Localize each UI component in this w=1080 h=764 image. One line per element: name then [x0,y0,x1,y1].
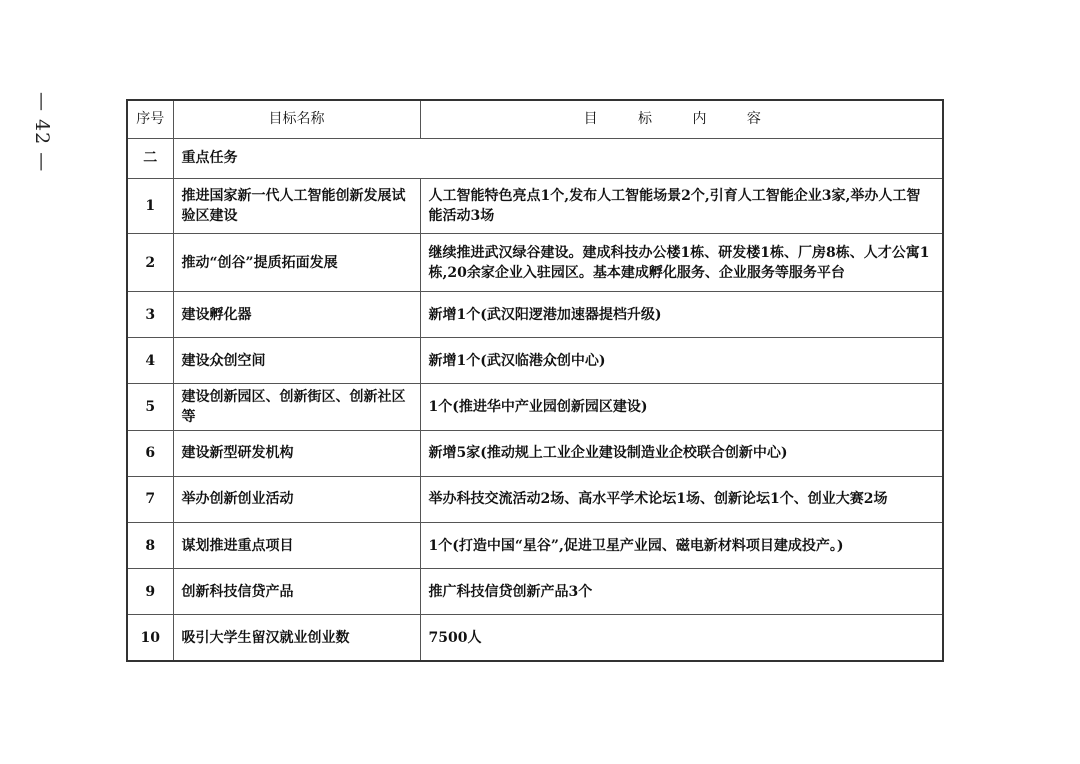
table-row [127,233,943,291]
targets-table [126,99,944,662]
table-row [127,615,943,661]
row-content: 7500人 [420,615,943,661]
row-no: 8 [127,522,173,568]
row-content: 1个(打造中国“星谷”,促进卫星产业园、磁电新材料项目建成投产。) [420,522,943,568]
row-name: 建设孵化器 [173,292,420,338]
header-name: 目标名称 [173,100,420,138]
section-title: 重点任务 [173,138,943,178]
table-row [127,292,943,338]
header-content-label: 目 标 内 容 [583,111,779,128]
header-content [420,100,943,138]
row-name: 推进国家新一代人工智能创新发展试验区建设 [173,178,420,233]
row-no: 9 [127,569,173,615]
table-row [127,569,943,615]
row-content: 推广科技信贷创新产品3个 [420,569,943,615]
row-name: 推动“创谷”提质拓面发展 [173,233,420,291]
row-no: 10 [127,615,173,661]
row-name: 举办创新创业活动 [173,476,420,522]
row-content: 举办科技交流活动2场、高水平学术论坛1场、创新论坛1个、创业大赛2场 [420,476,943,522]
row-name: 创新科技信贷产品 [173,569,420,615]
row-no: 1 [127,178,173,233]
row-name: 建设新型研发机构 [173,430,420,476]
row-content: 新增5家(推动规上工业企业建设制造业企校联合创新中心) [420,430,943,476]
table-row [127,338,943,384]
row-content: 继续推进武汉绿谷建设。建成科技办公楼1栋、研发楼1栋、厂房8栋、人才公寓1栋,20余家企业入驻园区。基本建成孵化服务、企业服务等服务平台 [420,233,943,291]
section-no: 二 [127,138,173,178]
table-row [127,430,943,476]
row-name: 吸引大学生留汉就业创业数 [173,615,420,661]
row-no: 7 [127,476,173,522]
row-no: 4 [127,338,173,384]
table-header-row [127,100,943,138]
page-number: — 42 — [31,92,53,173]
row-name: 建设众创空间 [173,338,420,384]
row-content: 人工智能特色亮点1个,发布人工智能场景2个,引育人工智能企业3家,举办人工智能活动3场 [420,178,943,233]
row-content: 新增1个(武汉阳逻港加速器提档升级) [420,292,943,338]
row-content: 1个(推进华中产业园创新园区建设) [420,384,943,430]
table-row [127,384,943,430]
row-no: 2 [127,233,173,291]
row-no: 6 [127,430,173,476]
row-name: 谋划推进重点项目 [173,522,420,568]
table-row [127,476,943,522]
row-content: 新增1个(武汉临港众创中心) [420,338,943,384]
row-no: 3 [127,292,173,338]
table-row [127,522,943,568]
table-row [127,178,943,233]
section-row [127,138,943,178]
header-no: 序号 [127,100,173,138]
row-name: 建设创新园区、创新街区、创新社区等 [173,384,420,430]
row-no: 5 [127,384,173,430]
